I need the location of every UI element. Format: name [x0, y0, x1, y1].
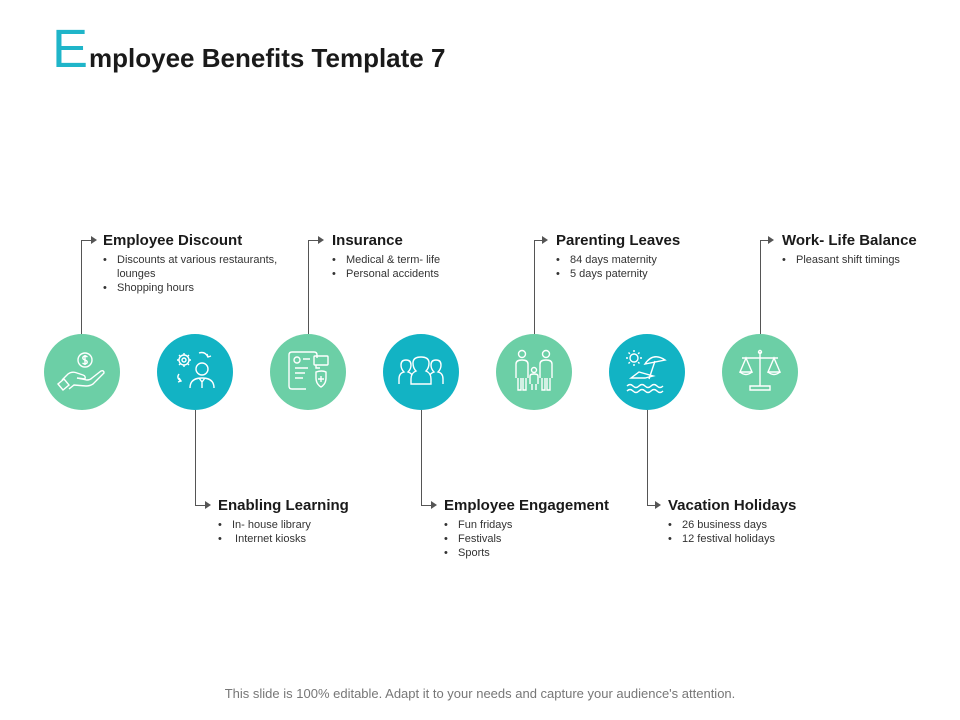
benefit-bullet: • Pleasant shift timings	[782, 253, 952, 267]
connector-line	[647, 505, 655, 506]
connector-line	[195, 505, 205, 506]
benefit-employee-discount	[103, 232, 308, 295]
money-hand-icon	[44, 334, 120, 410]
page-title	[52, 19, 446, 79]
benefit-title: Insurance	[332, 232, 403, 249]
connector-line	[81, 240, 82, 334]
benefit-circle-parenting-leaves	[496, 334, 572, 410]
benefit-bullets	[668, 518, 858, 546]
balance-scale-icon	[722, 334, 798, 410]
connector-line	[760, 240, 761, 334]
beach-umbrella-icon	[609, 334, 685, 410]
benefit-title: Enabling Learning	[218, 497, 349, 514]
benefit-bullet: • Discounts at various restaurants, lounges	[103, 253, 308, 281]
connector-arrow	[768, 236, 774, 244]
connector-line	[421, 505, 431, 506]
benefit-vacation-holidays	[668, 497, 858, 546]
connector-arrow	[431, 501, 437, 509]
connector-arrow	[91, 236, 97, 244]
connector-line	[308, 240, 309, 334]
benefit-bullets	[218, 518, 408, 546]
title-text: mployee Benefits Template 7	[89, 43, 446, 73]
connector-line	[534, 240, 542, 241]
benefit-bullet: • 12 festival holidays	[668, 532, 858, 546]
connector-arrow	[205, 501, 211, 509]
insurance-document-icon	[270, 334, 346, 410]
benefit-bullets	[103, 253, 308, 295]
benefit-enabling-learning	[218, 497, 408, 546]
connector-line	[534, 240, 535, 334]
benefit-bullet: • Sports	[444, 546, 644, 560]
benefit-employee-engagement	[444, 497, 644, 560]
connector-line	[421, 410, 422, 505]
benefit-circle-insurance	[270, 334, 346, 410]
benefit-title: Parenting Leaves	[556, 232, 681, 249]
benefit-bullets	[782, 253, 952, 267]
benefit-work-life-balance	[782, 232, 952, 267]
benefit-bullet: • 5 days paternity	[556, 267, 746, 281]
benefit-bullet: • 84 days maternity	[556, 253, 746, 267]
benefit-bullet: • Medical & term- life	[332, 253, 522, 267]
benefit-bullets	[332, 253, 522, 281]
benefit-title: Work- Life Balance	[782, 232, 917, 249]
benefit-bullet: • Internet kiosks	[218, 532, 408, 546]
benefit-parenting-leaves	[556, 232, 746, 281]
benefit-bullet: • In- house library	[218, 518, 408, 532]
family-icon	[496, 334, 572, 410]
connector-line	[647, 410, 648, 505]
benefit-circle-employee-discount	[44, 334, 120, 410]
benefit-bullet: • Festivals	[444, 532, 644, 546]
connector-line	[308, 240, 318, 241]
benefit-title: Vacation Holidays	[668, 497, 797, 514]
benefit-circle-vacation-holidays	[609, 334, 685, 410]
footer-note: This slide is 100% editable. Adapt it to your needs and capture your audience's attention.	[224, 686, 736, 701]
benefit-insurance	[332, 232, 522, 281]
benefit-circle-work-life-balance	[722, 334, 798, 410]
benefit-circle-enabling-learning	[157, 334, 233, 410]
group-people-icon	[383, 334, 459, 410]
benefit-bullet: • 26 business days	[668, 518, 858, 532]
connector-arrow	[542, 236, 548, 244]
benefit-bullet: • Fun fridays	[444, 518, 644, 532]
connector-arrow	[318, 236, 324, 244]
benefit-title: Employee Engagement	[444, 497, 610, 514]
connector-line	[760, 240, 768, 241]
benefit-bullet: • Personal accidents	[332, 267, 522, 281]
benefit-bullets	[556, 253, 746, 281]
benefit-circle-employee-engagement	[383, 334, 459, 410]
connector-line	[81, 240, 91, 241]
connector-arrow	[655, 501, 661, 509]
benefit-title: Employee Discount	[103, 232, 243, 249]
benefit-bullets	[444, 518, 644, 560]
connector-line	[195, 410, 196, 505]
benefit-bullet: • Shopping hours	[103, 281, 308, 295]
title-first-letter: E	[52, 19, 89, 79]
learning-person-icon	[157, 334, 233, 410]
